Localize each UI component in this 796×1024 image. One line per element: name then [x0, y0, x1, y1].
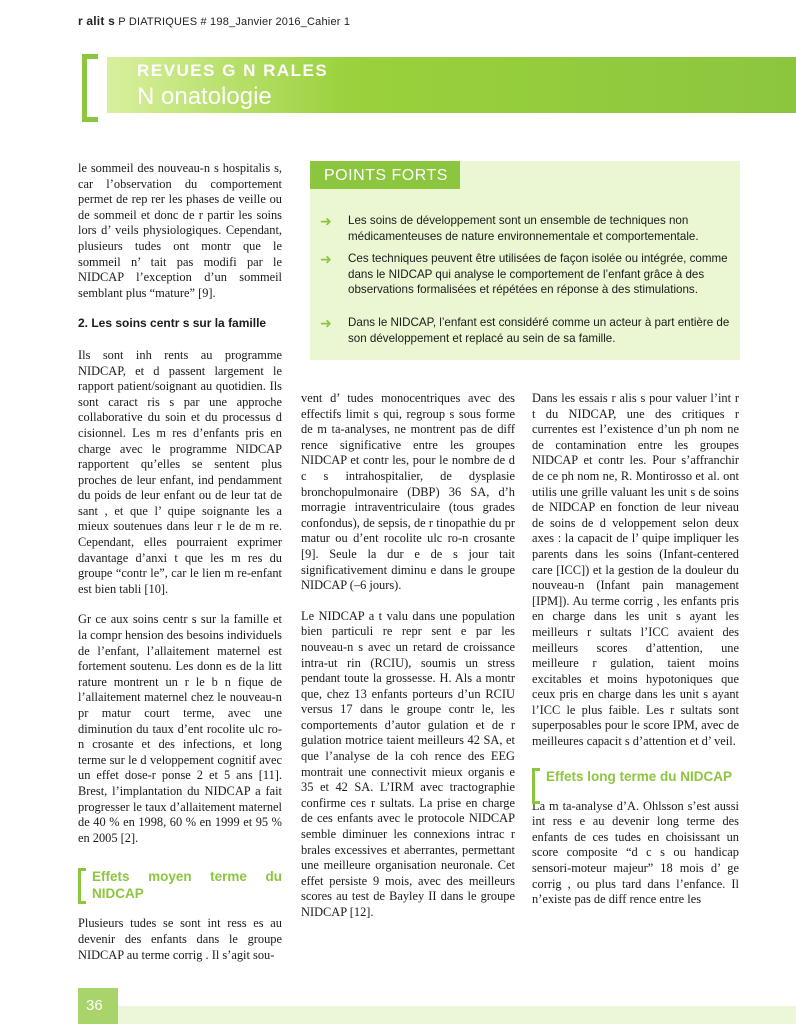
paragraph: Le NIDCAP a t valu dans une population bien particuli re repr sent e par les nouveau-n s avec un retard de croissance intra-ut rin (RCIU), soumis un stress pendant toute la grossesse. H. Als a montr que, chez 13 enfants porteurs d’un RCIU versus 17 dans le groupe contr le, les comportements d’autor gulation et de r gulation motrice taient meilleurs 42 SA, et que l’analyse de la coh rence des EEG montrait une connectivit mieux organis e 35 et 42 SA. L’IRM avec tractographie confirme ces r sultats. La prise en charge de ces enfants avec le protocole NIDCAP semble diminuer les connexions intrac r brales excessives et aberrantes, permettant une meilleure organisation neuronale. Cet effet persiste 9 mois, avec des meilleurs scores au test de Bayley II dans le groupe NIDCAP [12]. — [301, 608, 515, 919]
points-forts-title: POINTS FORTS — [324, 167, 448, 184]
paragraph: Plusieurs tudes se sont int ress es au devenir des enfants dans le groupe NIDCAP au terme corrig . Il s’agit sou- — [78, 916, 282, 962]
footer-bar — [118, 1006, 796, 1024]
key-point-text: Dans le NIDCAP, l’enfant est considéré comme un acteur à part entière de son développement et replacé au sein de sa famille. — [348, 316, 730, 345]
paragraph: Gr ce aux soins centr s sur la famille et la compr hension des besoins individuels de l’enfant, l’allaitement maternel est fortement soutenu. Les donn es de la litt rature montrent un r le b n fique de l’allaitement maternel chez le nouveau-n pr matur court terme, avec une diminution du taux d’ent rocolite ulc ro-n crosante et des infections, et long terme sur le d veloppement cognitif avec un effet dose-r ponse 2 et 5 ans [11]. Brest, l’implantation du NIDCAP a fait progresser le taux d’allaitement maternel de 40 % en 1998, 60 % en 1999 et 95 % en 2005 [2]. — [78, 612, 282, 845]
points-forts-box — [310, 161, 740, 360]
points-forts-header — [310, 161, 460, 189]
paragraph: le sommeil des nouveau-n s hospitalis s, car l’observation du comportement permet de rep rer les phases de veille ou de sommeil et donc de r partir les soins lors d’ veils physiologiques. Cependant, plusieurs tudes ont montr que le sommeil n’ tait pas modifi par le NIDCAP l’exception d’un sommeil semblant plus “mature” [9]. — [78, 161, 282, 300]
column-3 — [532, 391, 739, 923]
heading-bracket — [532, 768, 540, 804]
section-heading-block — [532, 768, 739, 785]
paragraph: vent d’ tudes monocentriques avec des effectifs limit s qui, regroup s sous forme de m ta-analyses, ne montrent pas de diff rence significative entre les groupes NIDCAP et contr les, pour le nombre de d c s intrahospitalier, de dysplasie bronchopulmonaire (DBP) 36 SA, d’h morragie intraventriculaire (tous grades confondus), de sepsis, de r tinopathie du pr matur ou d’ent rocolite ulc ro-n crosante [9]. Seule la dur e de s jour tait significativement diminu e dans le groupe NIDCAP (–6 jours). — [301, 391, 515, 593]
key-point — [320, 315, 730, 346]
arrow-icon: ➜ — [320, 251, 332, 267]
key-point-text: Ces techniques peuvent être utilisées de façon isolée ou intégrée, comme dans le NIDCAP qui analyse le comportement de l’enfant grâce à des observations formalisées et répétées en réponse à des stimulations. — [348, 252, 728, 297]
heading-bracket — [78, 868, 86, 904]
key-point — [320, 213, 730, 244]
arrow-icon: ➜ — [320, 213, 332, 229]
section-title: REVUES G N RALES — [137, 61, 329, 80]
column-2 — [301, 391, 515, 936]
section-heading: Effets moyen terme du NIDCAP — [92, 869, 282, 902]
running-header — [78, 14, 350, 28]
section-subtitle: N onatologie — [137, 83, 272, 110]
section-banner — [107, 57, 796, 113]
journal-name: r alit s — [78, 14, 115, 28]
arrow-icon: ➜ — [320, 315, 332, 331]
section-heading-block — [78, 868, 282, 902]
key-point-text: Les soins de développement sont un ensemble de techniques non médicamenteuses de nature environnementale et comportementale. — [348, 214, 699, 243]
issue-info: P DIATRIQUES # 198_Janvier 2016_Cahier 1 — [118, 16, 351, 28]
banner-bracket — [82, 54, 98, 122]
page-number: 36 — [86, 997, 103, 1014]
paragraph: Ils sont inh rents au programme NIDCAP, et d passent largement le rapport patient/soignant au quotidien. Ils sont caract ris s par une approche collaborative du soin et du processus d cisionnel. Les m res d’enfants pris en charge avec le programme NIDCAP rapportent qu’elles se sentent plus proches de leur enfant, ind pendamment du poids de leur enfant ou de leur tat de sant , et que l’ quipe soignante les a mieux soutenues dans leur r le de m re. Cependant, elles pourraient exprimer davantage d’anxi t que les m res du groupe “contr le”, car le lien m re-enfant est bien tabli [10]. — [78, 347, 282, 596]
subheading: 2. Les soins centr s sur la famille — [78, 316, 267, 331]
paragraph: Dans les essais r alis s pour valuer l’int r t du NIDCAP, une des critiques r currentes est l’existence d’un ph nom ne de contamination entre les groupes NIDCAP et contr les. Pour s’affranchir de ce ph nom ne, R. Montirosso et al. ont utilis une grille valuant les unit s de soins de NIDCAP en fonction de leur niveau de soins de d veloppement selon deux axes : la capacit de l’ quipe impliquer les parents dans les soins (Infant-centered care [ICC]) et la gestion de la douleur du nouveau-n (Infant pain management [IPM]). Au terme corrig , les enfants pris en charge dans les unit s ayant les meilleurs r sultats l’ICC avaient des meilleurs scores d’attention, une meilleure r gulation, taient moins excitables et moins hypotoniques que ceux pris en charge dans les unit s ayant l’ICC le plus faible. Les r sultats sont superposables pour le score IPM, avec de meilleures capacit s d’attention et d’ veil. — [532, 391, 739, 749]
column-1 — [78, 161, 282, 978]
page-number-box — [78, 988, 118, 1024]
section-heading: Effets long terme du NIDCAP — [546, 768, 733, 784]
paragraph: La m ta-analyse d’A. Ohlsson s’est aussi int ress e au devenir long terme des enfants de ces tudes en choisissant un score composite “d c s ou handicap sensori-moteur majeur” 18 mois d’ ge corrig , ou plus tard dans l’enfance. Il n’existe pas de diff rence entre les — [532, 798, 739, 907]
key-point — [320, 251, 730, 298]
